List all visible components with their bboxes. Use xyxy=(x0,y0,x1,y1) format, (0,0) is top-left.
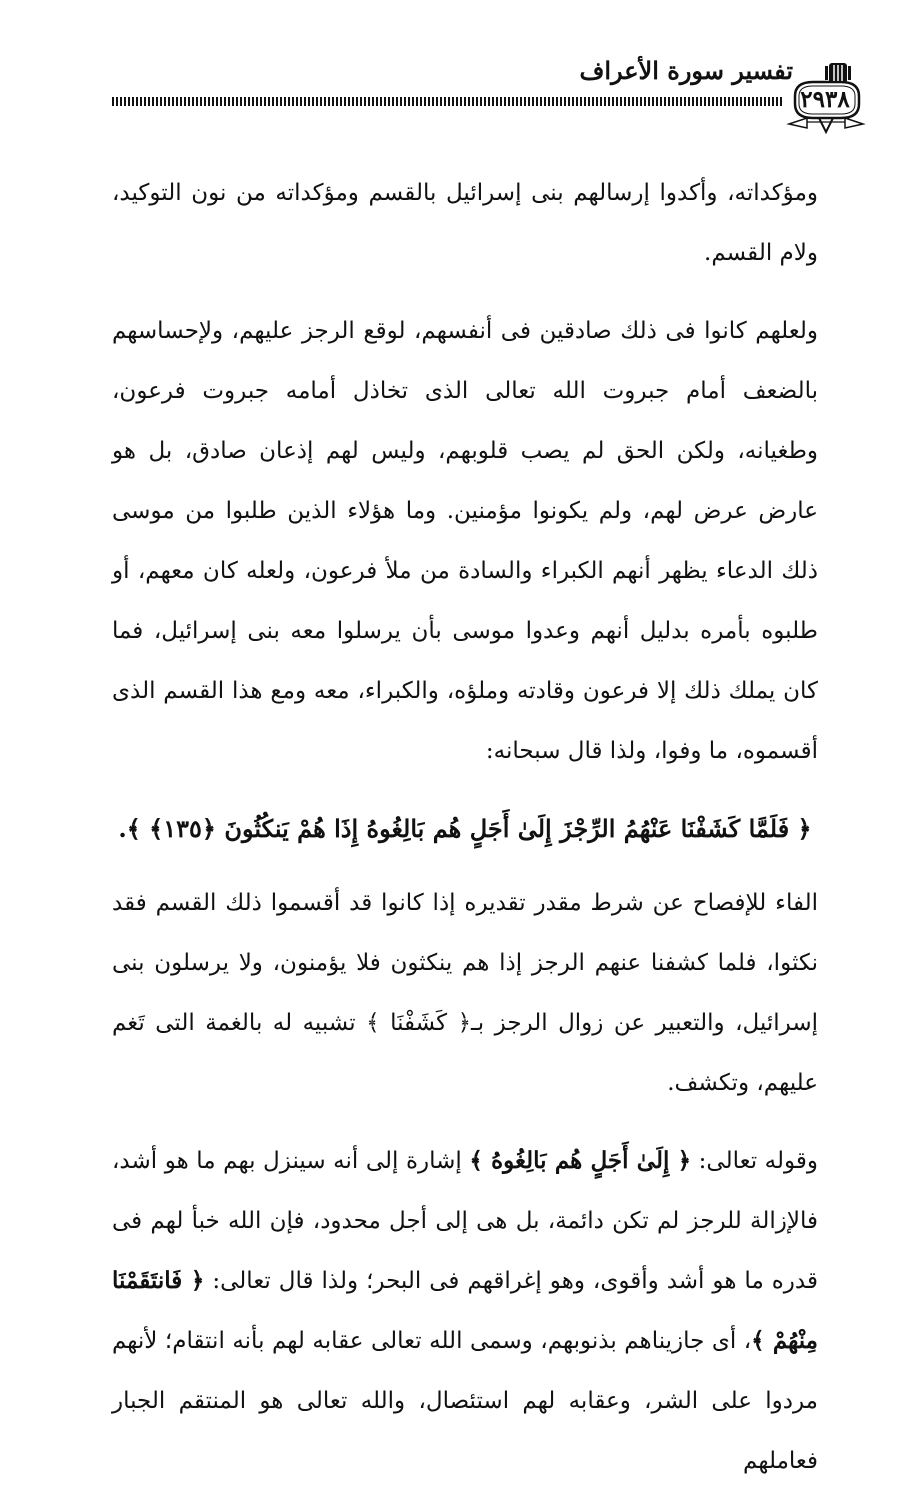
paragraph-4-middle: إشارة إلى أنه سينزل بهم ما هو أشد، فالإزالة للرجز لم تكن دائمة، بل هى إلى أجل محدود، فإن الله خبأ لهم فى قدره ما هو أشد وأقوى، وهو إغراقهم فى البحر؛ ولذا قال تعالى: xyxy=(112,1148,818,1294)
title-ornament-icon xyxy=(823,60,853,86)
page-header xyxy=(0,0,923,160)
page-body xyxy=(112,163,818,1509)
paragraph-4 xyxy=(112,1131,818,1491)
header-rule xyxy=(112,97,784,106)
running-title: تفسير سورة الأعراف xyxy=(579,56,793,85)
paragraph-4-end: ، أى جازيناهم بذنوبهم، وسمى الله تعالى عقابه لهم بأنه انتقام؛ لأنهم مردوا على الشر، وعقابه لهم استئصال، والله تعالى هو المنتقم الجبار فعاملهم xyxy=(112,1328,818,1474)
quran-quote-1: ﴿ إِلَىٰ أَجَلٍ هُم بَالِغُوهُ ﴾ xyxy=(469,1147,692,1174)
paragraph-3: الفاء للإفصاح عن شرط مقدر تقديره إذا كانوا قد أقسموا ذلك القسم فقد نكثوا، فلما كشفنا عنهم الرجز إذا هم ينكثون فلا يؤمنون، ولا يرسلون بنى إسرائيل، والتعبير عن زوال الرجز بـ﴿ كَشَفْنَا ﴾ تشبيه له بالغمة التى تَغم عليهم، وتكشف. xyxy=(112,890,818,1096)
paragraph-1: ومؤكداته، وأكدوا إرسالهم بنى إسرائيل بالقسم ومؤكداته من نون التوكيد، ولام القسم. xyxy=(112,180,818,266)
paragraph-2: ولعلهم كانوا فى ذلك صادقين فى أنفسهم، لوقع الرجز عليهم، ولإحساسهم بالضعف أمام جبروت الله تعالى الذى تخاذل أمامه جبروت فرعون، وطغيانه، ولكن الحق لم يصب قلوبهم، وليس لهم إذعان صادق، بل هو عارض عرض لهم، ولم يكونوا مؤمنين. وما هؤلاء الذين طلبوا من موسى ذلك الدعاء يظهر أنهم الكبراء والسادة من ملأ فرعون، ولعله كان معهم، أو طلبوه بأمره بدليل أنهم وعدوا موسى بأن يرسلوا معه بنى إسرائيل، فما كان يملك ذلك إلا فرعون وقادته وملؤه، والكبراء، معه ومع هذا القسم الذى أقسموه، ما وفوا، ولذا قال سبحانه: xyxy=(112,318,818,764)
paragraph-4-lead: وقوله تعالى: xyxy=(691,1148,818,1174)
quran-quote-2: ﴿ فَانتَقَمْنَا مِنْهُمْ ﴾ xyxy=(112,1267,819,1354)
page-number: ٢٩٣٨ xyxy=(800,86,850,113)
quran-verse: ﴿ فَلَمَّا كَشَفْنَا عَنْهُمُ الرِّجْزَ إِلَىٰ أَجَلٍ هُم بَالِغُوهُ إِذَا هُمْ يَنكُثُونَ ﴿١٣٥﴾ ﴾. xyxy=(118,814,812,843)
